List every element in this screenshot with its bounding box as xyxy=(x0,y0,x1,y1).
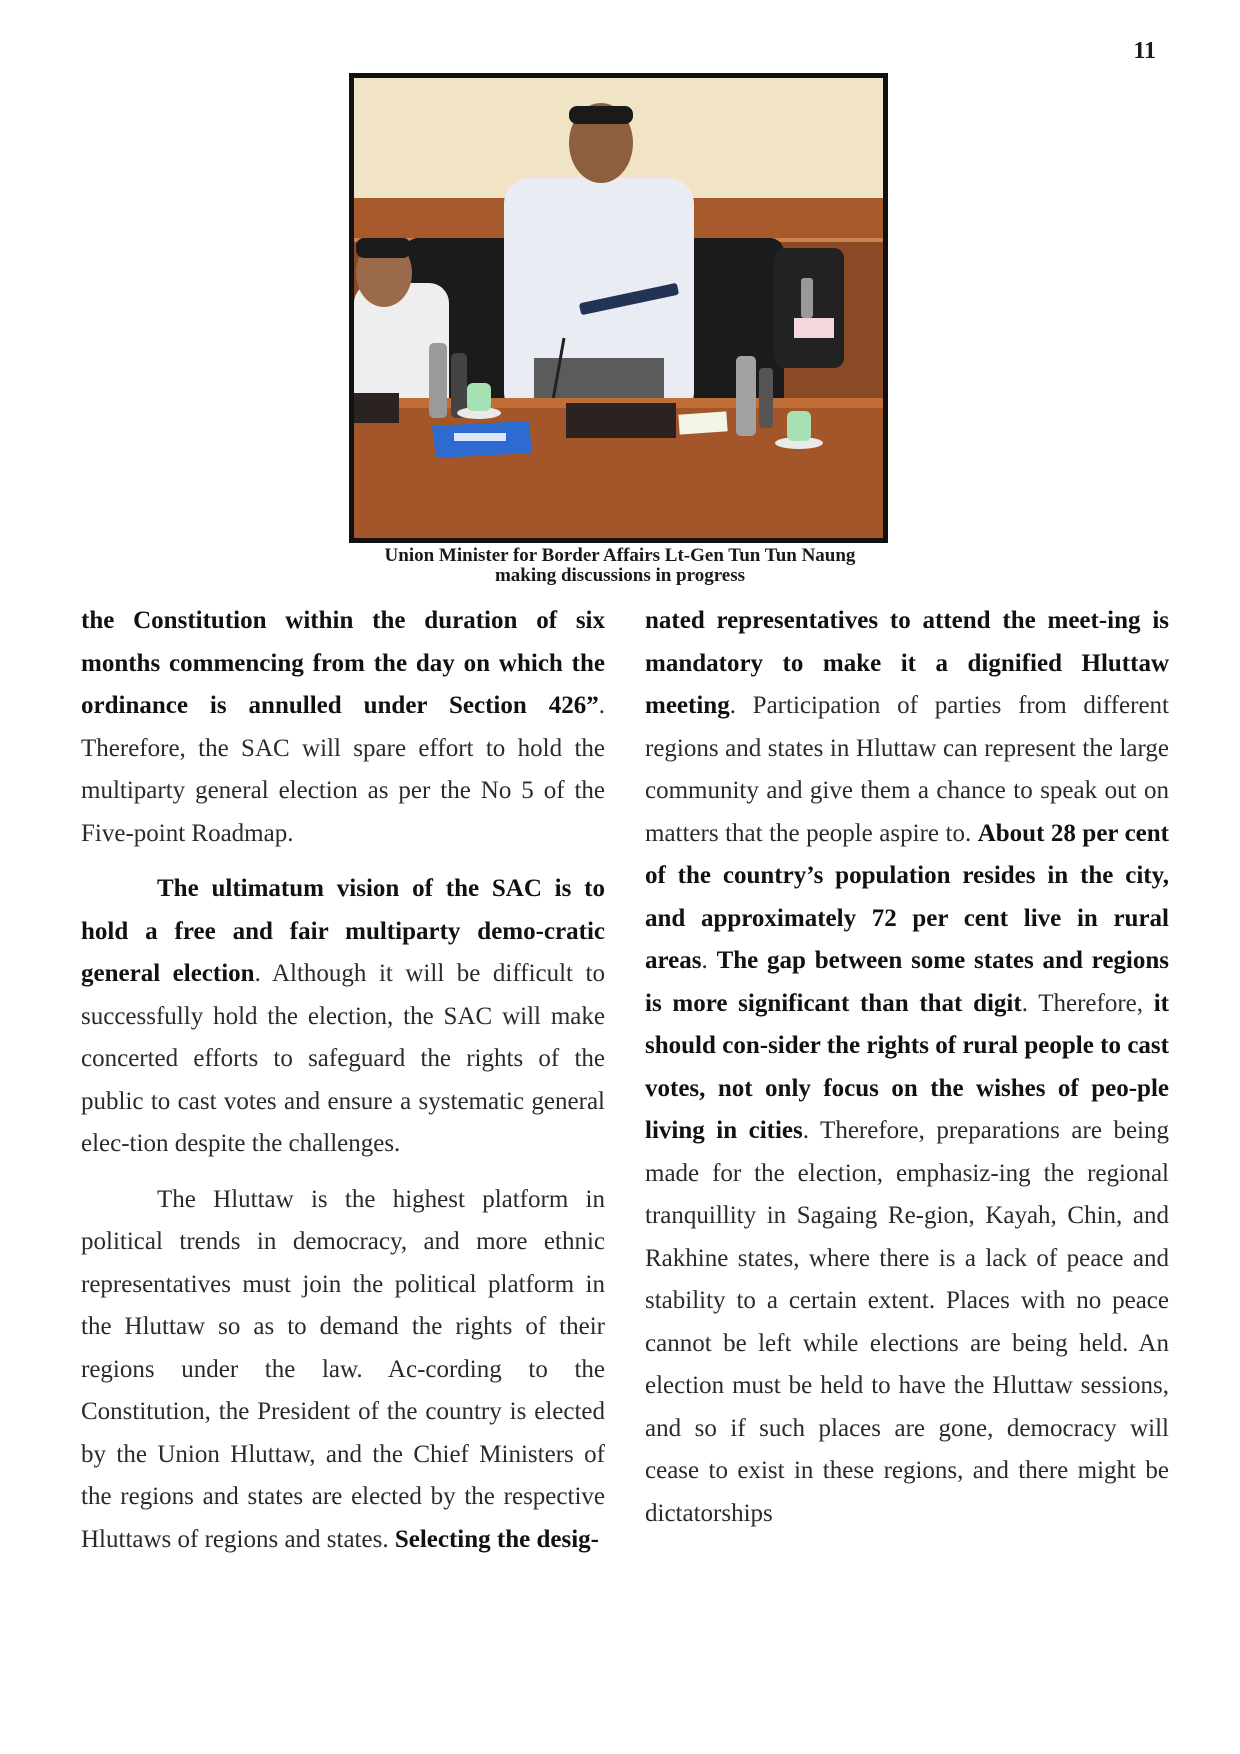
paragraph xyxy=(81,600,605,855)
bold-text: the Constitution within the duration of six months commencing from the day on which the ordinance is annulled under Section 426” xyxy=(81,607,605,719)
body-text: . Therefore, the SAC will spare effort to hold the multiparty general election as per the No 5 of the Five-point Roadmap. xyxy=(81,692,605,847)
bold-text: The ultimatum vision of the SAC is to hold a free and fair multiparty demo-cratic general election xyxy=(81,875,605,987)
caption-line-1: Union Minister for Border Affairs Lt-Gen Tun Tun Naung xyxy=(384,545,856,566)
caption-line-2: making discussions in progress xyxy=(494,565,746,586)
left-column xyxy=(81,600,605,1561)
body-text: . Therefore, xyxy=(1021,989,1154,1017)
meeting-photo xyxy=(349,73,888,543)
bold-text: The gap between some states and regions is more significant than that digit xyxy=(645,947,1170,1017)
bold-text: nated representatives to attend the meet-ing is mandatory to make it a dignified Hluttaw meeting xyxy=(645,607,1169,719)
body-text: . xyxy=(701,947,717,974)
body-text: The Hluttaw is the highest platform in political trends in democracy, and more ethnic representatives must join the political platform in the Hluttaw so as to demand the rights of their regions under the law. Ac-cording to the Constitution, the President of the country is elected by the Union Hluttaw, and the Chief Ministers of the regions and states are elected by the respective Hluttaws of regions and states. xyxy=(81,1185,605,1553)
photo-caption xyxy=(300,546,940,586)
right-column xyxy=(645,600,1169,1535)
body-text: . Although it will be difficult to successfully hold the election, the SAC will make concerted efforts to safeguard the rights of the public to cast votes and ensure a systematic general elec-tion despite the challenges. xyxy=(81,960,605,1157)
body-text: . Therefore, preparations are being made for the election, emphasiz-ing the regional tranquillity in Sagaing Re-gion, Kayah, Chin, and Rakhine states, where there is a lack of peace and stability to a certain extent. Places with no peace cannot be left while elections are being held. An election must be held to have the Hluttaw sessions, and so if such places are gone, democracy will cease to exist in these regions, and there might be dictatorships xyxy=(645,1117,1169,1527)
bold-text: Selecting the desig- xyxy=(394,1525,599,1553)
bold-text: About 28 per cent of the country’s population resides in the city, and approximately 72 per cent live in rural areas xyxy=(645,819,1169,974)
body-text: . Participation of parties from different regions and states in Hluttaw can represent the large community and give them a chance to speak out on matters that the people aspire to. xyxy=(645,692,1169,847)
paragraph xyxy=(81,1179,605,1562)
paragraph xyxy=(81,868,605,1166)
bold-text: it should con-sider the rights of rural people to cast votes, not only focus on the wishes of peo-ple living in cities xyxy=(645,989,1169,1144)
page-number: 11 xyxy=(1133,38,1156,64)
paragraph xyxy=(645,600,1169,1535)
